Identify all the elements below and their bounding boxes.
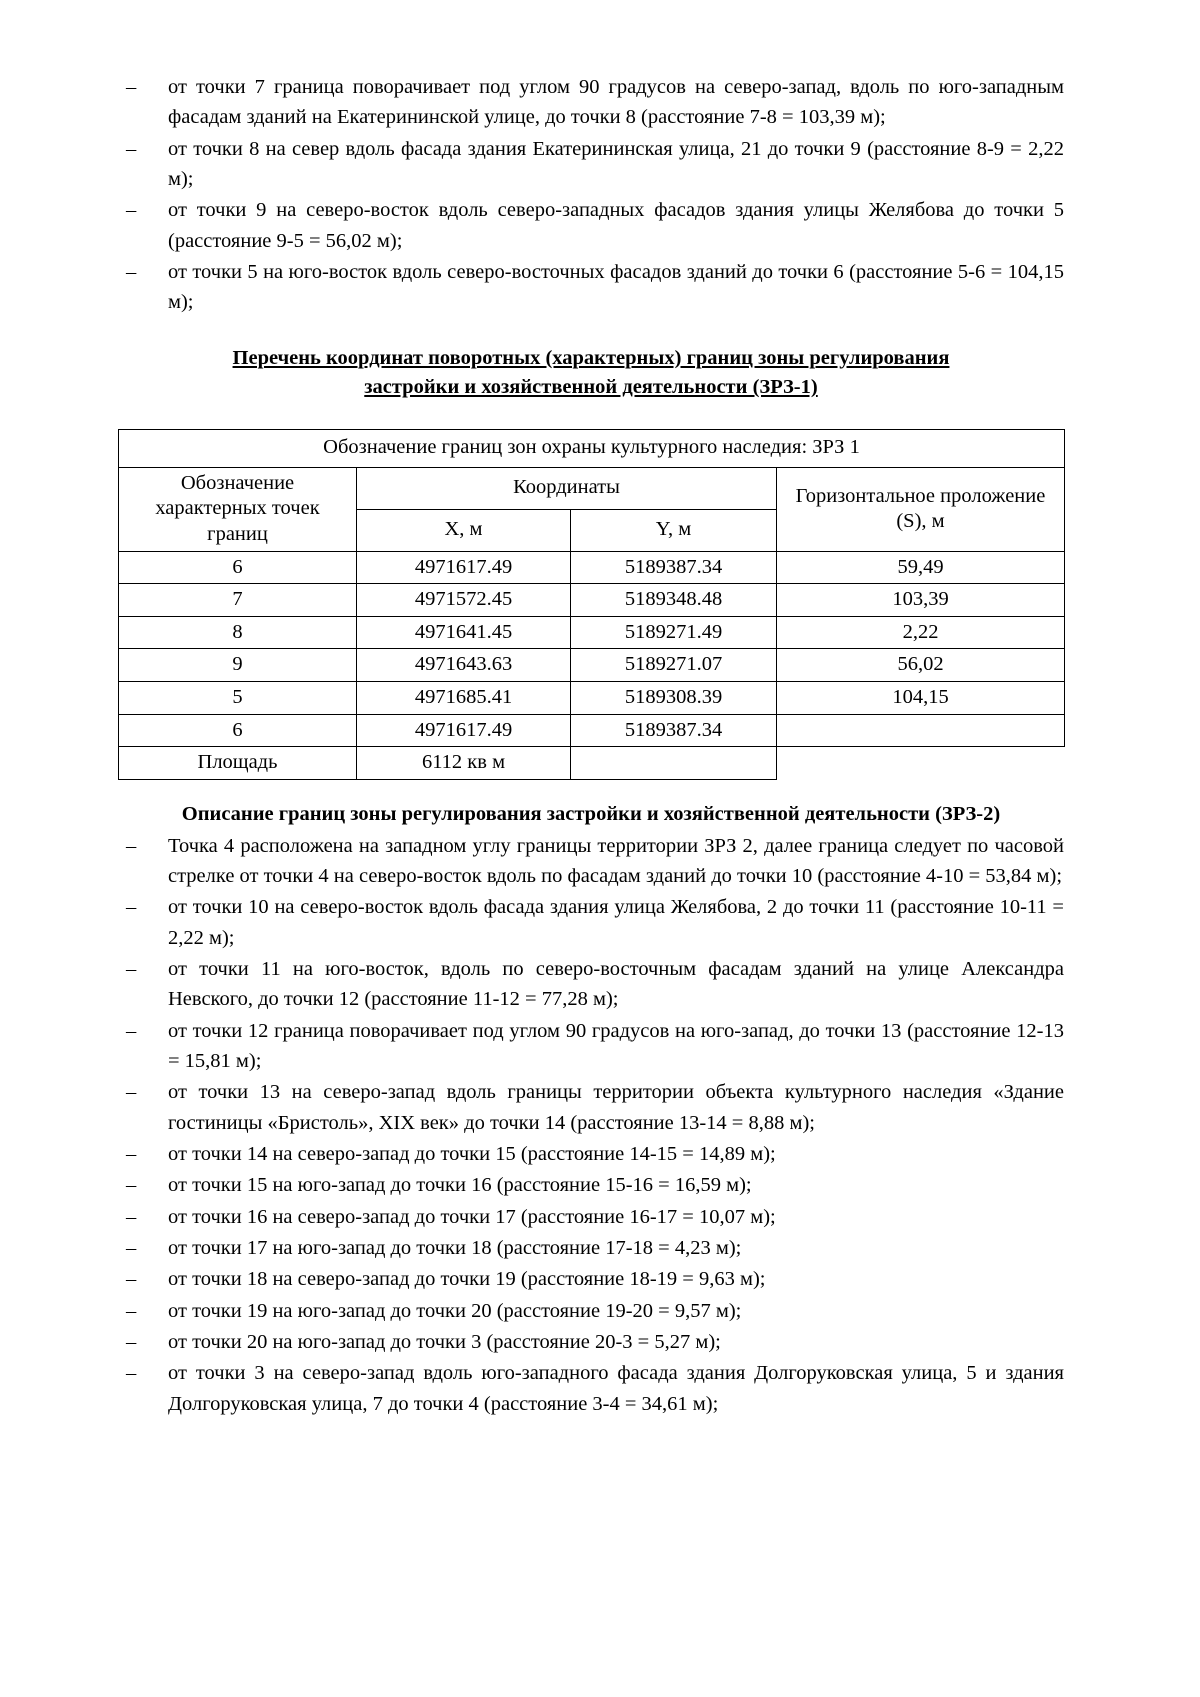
bullet-dash-icon: – — [126, 1330, 137, 1353]
coordinates-table — [118, 429, 1065, 780]
list-item-text: от точки 19 на юго-запад до точки 20 (расстояние 19-20 = 9,57 м); — [168, 1299, 742, 1322]
list-item — [118, 892, 1064, 953]
list-item — [118, 1202, 1064, 1232]
list-item-text: от точки 20 на юго-запад до точки 3 (расстояние 20-3 = 5,27 м); — [168, 1330, 721, 1353]
list-item — [118, 195, 1064, 256]
cell-y: 5189387.34 — [571, 714, 777, 747]
cell-point: 7 — [119, 584, 357, 617]
cell-point: 8 — [119, 616, 357, 649]
cell-y: 5189271.49 — [571, 616, 777, 649]
table-row — [119, 649, 1065, 682]
list-item-text: от точки 9 на северо-восток вдоль северо-западных фасадов здания улицы Желябова до точки 5 (расстояние 9-5 = 56,02 м); — [168, 199, 1064, 252]
spacer — [118, 780, 1064, 800]
table-heading-line2: застройки и хозяйственной деятельности (ЗРЗ-1) — [364, 376, 818, 399]
cell-y: 5189308.39 — [571, 682, 777, 715]
list-item-text: от точки 14 на северо-запад до точки 15 (расстояние 14-15 = 14,89 м); — [168, 1142, 776, 1165]
cell-point: 9 — [119, 649, 357, 682]
table-body — [119, 551, 1065, 747]
bullet-dash-icon: – — [126, 137, 137, 160]
bottom-bullet-list — [118, 831, 1064, 1419]
list-item — [118, 1170, 1064, 1200]
list-item-text: от точки 8 на север вдоль фасада здания Екатерининская улица, 21 до точки 9 (расстояние 8-9 = 2,22 м); — [168, 137, 1064, 190]
bullet-dash-icon: – — [126, 1142, 137, 1165]
list-item-text: от точки 3 на северо-запад вдоль юго-западного фасада здания Долгоруковская улица, 5 и здания Долгоруковская улица, 7 до точки 4 (расстояние 3-4 = 34,61 м); — [168, 1362, 1064, 1415]
bullet-dash-icon: – — [126, 1236, 137, 1259]
area-label: Площадь — [119, 747, 357, 780]
bullet-dash-icon: – — [126, 957, 137, 980]
table-row — [119, 616, 1065, 649]
list-item — [118, 1358, 1064, 1419]
bullet-dash-icon: – — [126, 1362, 137, 1385]
cell-x: 4971685.41 — [357, 682, 571, 715]
list-item — [118, 1296, 1064, 1326]
list-item — [118, 954, 1064, 1015]
list-item-text: от точки 13 на северо-запад вдоль границы территории объекта культурного наследия «Здание гостиницы «Бристоль», XIX век» до точки 14 (расстояние 13-14 = 8,88 м); — [168, 1081, 1064, 1134]
list-item-text: от точки 11 на юго-восток, вдоль по северо-восточным фасадам зданий на улице Александра Невского, до точки 12 (расстояние 11-12 = 77,28 м); — [168, 957, 1064, 1011]
list-item — [118, 1016, 1064, 1077]
list-item-text: от точки 7 граница поворачивает под углом 90 градусов на северо-запад, вдоль по юго-западным фасадам зданий на Екатерининской улице, до точки 8 (расстояние 7-8 = 103,39 м); — [168, 76, 1064, 129]
list-item-text: от точки 12 граница поворачивает под углом 90 градусов на юго-запад, до точки 13 (расстояние 12-13 = 15,81 м); — [168, 1019, 1064, 1072]
cell-y: 5189348.48 — [571, 584, 777, 617]
header-horizontal-distance — [777, 467, 1065, 551]
cell-x: 4971617.49 — [357, 714, 571, 747]
cell-point: 6 — [119, 714, 357, 747]
cell-y: 5189271.07 — [571, 649, 777, 682]
table-row — [119, 714, 1065, 747]
header-coordinates: Координаты — [357, 467, 777, 509]
list-item-text: от точки 17 на юго-запад до точки 18 (расстояние 17-18 = 4,23 м); — [168, 1236, 742, 1259]
area-blank-1 — [571, 747, 777, 780]
header-points: Обозначение характерных точек границ — [119, 467, 357, 551]
list-item — [118, 1327, 1064, 1357]
bullet-dash-icon: – — [126, 1019, 137, 1042]
table-row — [119, 551, 1065, 584]
list-item-text: от точки 16 на северо-запад до точки 17 (расстояние 16-17 = 10,07 м); — [168, 1205, 776, 1228]
cell-x: 4971641.45 — [357, 616, 571, 649]
list-item — [118, 831, 1064, 892]
header-horizontal-distance-line2: (S), м — [896, 510, 945, 533]
list-item-text: от точки 18 на северо-запад до точки 19 (расстояние 18-19 = 9,63 м); — [168, 1268, 766, 1291]
cell-s: 56,02 — [777, 649, 1065, 682]
area-value: 6112 кв м — [357, 747, 571, 780]
cell-s: 103,39 — [777, 584, 1065, 617]
bullet-dash-icon: – — [126, 1081, 137, 1104]
bullet-dash-icon: – — [126, 896, 137, 919]
list-item-text: от точки 5 на юго-восток вдоль северо-восточных фасадов зданий до точки 6 (расстояние 5-6 = 104,15 м); — [168, 260, 1064, 314]
table-row — [119, 682, 1065, 715]
cell-s — [777, 714, 1065, 747]
cell-x: 4971572.45 — [357, 584, 571, 617]
table-heading — [118, 344, 1064, 403]
table-caption-row — [119, 430, 1065, 468]
list-item — [118, 72, 1064, 133]
list-item-text: от точки 15 на юго-запад до точки 16 (расстояние 15-16 = 16,59 м); — [168, 1174, 752, 1197]
list-item — [118, 1077, 1064, 1138]
list-item-text: от точки 10 на северо-восток вдоль фасада здания улица Желябова, 2 до точки 11 (расстояние 10-11 = 2,22 м); — [168, 896, 1064, 949]
list-item — [118, 134, 1064, 195]
header-y: Y, м — [571, 509, 777, 551]
cell-s: 2,22 — [777, 616, 1065, 649]
cell-x: 4971617.49 — [357, 551, 571, 584]
table-caption: Обозначение границ зон охраны культурного наследия: ЗРЗ 1 — [119, 430, 1065, 468]
bullet-dash-icon: – — [126, 260, 137, 283]
header-horizontal-distance-line1: Горизонтальное проложение — [795, 484, 1046, 507]
header-x: X, м — [357, 509, 571, 551]
bullet-dash-icon: – — [126, 1205, 137, 1228]
top-bullet-list — [118, 72, 1064, 318]
bullet-dash-icon: – — [126, 1299, 137, 1322]
cell-x: 4971643.63 — [357, 649, 571, 682]
table-heading-line1: Перечень координат поворотных (характерных) границ зоны регулирования — [232, 346, 950, 369]
section-heading: Описание границ зоны регулирования застройки и хозяйственной деятельности (ЗРЗ-2) — [181, 802, 1001, 825]
table-header-row-1 — [119, 467, 1065, 509]
bullet-dash-icon: – — [126, 199, 137, 222]
page-content — [118, 72, 1064, 1420]
list-item — [118, 1264, 1064, 1294]
cell-point: 5 — [119, 682, 357, 715]
list-item — [118, 257, 1064, 318]
list-item — [118, 1139, 1064, 1169]
list-item — [118, 1233, 1064, 1263]
list-item-text: Точка 4 расположена на западном углу границы территории ЗРЗ 2, далее граница следует по часовой стрелке от точки 4 на северо-восток вдоль по фасадам зданий до точки 10 (расстояние 4-10 = 53,84 м); — [168, 834, 1064, 887]
bullet-dash-icon: – — [126, 76, 137, 98]
cell-y: 5189387.34 — [571, 551, 777, 584]
bullet-dash-icon: – — [126, 834, 137, 857]
cell-s: 59,49 — [777, 551, 1065, 584]
area-blank-2 — [777, 747, 1065, 780]
bullet-dash-icon: – — [126, 1268, 137, 1291]
table-row — [119, 584, 1065, 617]
table-area-row — [119, 747, 1065, 780]
cell-s: 104,15 — [777, 682, 1065, 715]
cell-point: 6 — [119, 551, 357, 584]
bullet-dash-icon: – — [126, 1174, 137, 1197]
coordinates-table-wrap — [118, 429, 1064, 780]
